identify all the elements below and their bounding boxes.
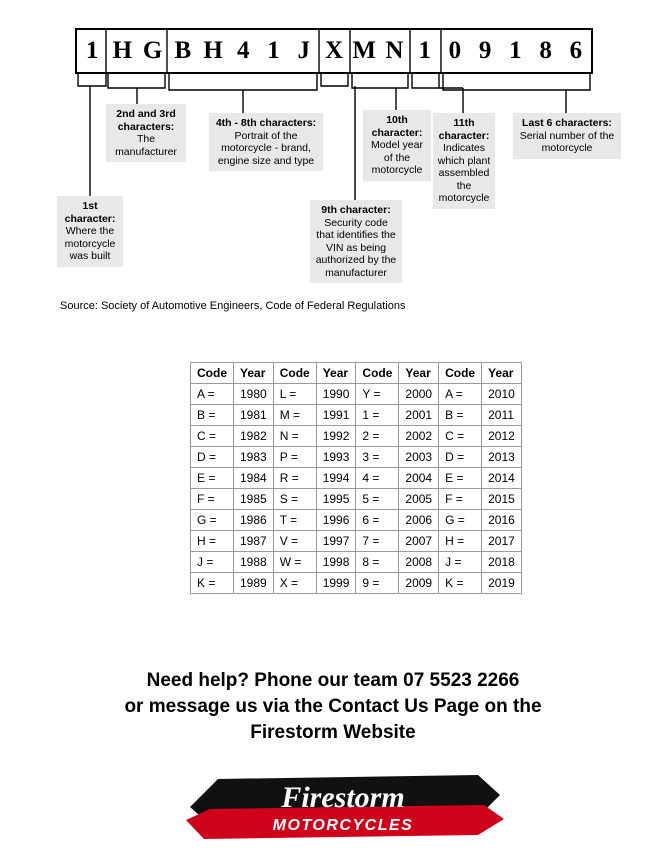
help-line-3: Firestorm Website bbox=[250, 722, 416, 743]
callout-11th-character bbox=[433, 113, 495, 209]
table-cell: 1993 bbox=[316, 447, 356, 468]
table-cell: H = bbox=[191, 531, 234, 552]
table-cell: 2003 bbox=[399, 447, 439, 468]
table-cell: 2011 bbox=[482, 405, 522, 426]
vin-number-strip bbox=[75, 28, 593, 74]
table-cell: K = bbox=[439, 573, 482, 594]
table-row bbox=[191, 552, 522, 573]
table-header-row bbox=[191, 363, 522, 384]
table-cell: B = bbox=[191, 405, 234, 426]
callout-last-6-characters bbox=[513, 113, 621, 159]
table-row bbox=[191, 510, 522, 531]
table-cell: C = bbox=[191, 426, 234, 447]
table-cell: D = bbox=[439, 447, 482, 468]
table-row bbox=[191, 405, 522, 426]
table-cell: 2014 bbox=[482, 468, 522, 489]
table-cell: Y = bbox=[356, 384, 399, 405]
table-cell: M = bbox=[273, 405, 316, 426]
table-cell: 1986 bbox=[234, 510, 274, 531]
table-cell: V = bbox=[273, 531, 316, 552]
callout-text: Model year of the motorcycle bbox=[371, 139, 423, 176]
table-cell: 1982 bbox=[234, 426, 274, 447]
callout-title: 10th character: bbox=[371, 114, 423, 139]
table-cell: T = bbox=[273, 510, 316, 531]
table-cell: A = bbox=[191, 384, 234, 405]
table-cell: 2005 bbox=[399, 489, 439, 510]
callout-title: 1st character: bbox=[64, 200, 116, 225]
column-header: Code bbox=[439, 363, 482, 384]
table-cell: F = bbox=[439, 489, 482, 510]
vin-char: 0 bbox=[448, 37, 462, 64]
source-citation: Source: Society of Automotive Engineers, Code of Federal Regulations bbox=[60, 300, 406, 312]
table-cell: 5 = bbox=[356, 489, 399, 510]
table-cell: 6 = bbox=[356, 510, 399, 531]
vin-char: N bbox=[385, 37, 404, 64]
table-cell: 2018 bbox=[482, 552, 522, 573]
table-cell: 2007 bbox=[399, 531, 439, 552]
callout-title: 4th - 8th characters: bbox=[215, 117, 317, 129]
table-cell: 1987 bbox=[234, 531, 274, 552]
vin-char: 4 bbox=[237, 37, 250, 64]
table-cell: 2016 bbox=[482, 510, 522, 531]
table-cell: 2013 bbox=[482, 447, 522, 468]
table-cell: 1985 bbox=[234, 489, 274, 510]
table-cell: 2004 bbox=[399, 468, 439, 489]
table-cell: 2019 bbox=[482, 573, 522, 594]
vin-char: 1 bbox=[418, 37, 431, 64]
year-code-table bbox=[190, 362, 522, 594]
logo-brand-text: Firestorm bbox=[281, 781, 405, 814]
table-cell: N = bbox=[273, 426, 316, 447]
vin-char: 9 bbox=[478, 37, 492, 64]
table-cell: 1983 bbox=[234, 447, 274, 468]
callout-title: 2nd and 3rd characters: bbox=[116, 108, 176, 133]
table-cell: P = bbox=[273, 447, 316, 468]
table-row bbox=[191, 468, 522, 489]
table-cell: W = bbox=[273, 552, 316, 573]
help-message bbox=[0, 668, 666, 746]
table-cell: 1996 bbox=[316, 510, 356, 531]
column-header: Year bbox=[316, 363, 356, 384]
callout-text: Where the motorcycle was built bbox=[64, 225, 116, 262]
table-cell: 1981 bbox=[234, 405, 274, 426]
table-cell: D = bbox=[191, 447, 234, 468]
table-cell: 1991 bbox=[316, 405, 356, 426]
table-cell: B = bbox=[439, 405, 482, 426]
table-cell: E = bbox=[439, 468, 482, 489]
table-cell: 1990 bbox=[316, 384, 356, 405]
logo-subtitle-text: MOTORCYCLES bbox=[272, 817, 414, 834]
table-cell: 7 = bbox=[356, 531, 399, 552]
table-row bbox=[191, 573, 522, 594]
table-cell: 2001 bbox=[399, 405, 439, 426]
table-cell: C = bbox=[439, 426, 482, 447]
callout-text: Portrait of the motorcycle - brand, engine size and type bbox=[217, 129, 315, 167]
table-cell: 2000 bbox=[399, 384, 439, 405]
callout-text: Indicates which plant assembled the motorcycle bbox=[437, 142, 491, 204]
vin-char: 8 bbox=[539, 37, 552, 64]
table-cell: 1994 bbox=[316, 468, 356, 489]
callout-4th-8th-characters bbox=[209, 113, 323, 171]
table-cell: J = bbox=[191, 552, 234, 573]
vin-char: X bbox=[324, 37, 344, 64]
table-row bbox=[191, 384, 522, 405]
callout-title: 9th character: bbox=[321, 204, 391, 216]
callout-text: Security code that identifies the VIN as being authorized by the manufacturer bbox=[315, 216, 397, 279]
table-cell: 4 = bbox=[356, 468, 399, 489]
table-cell: 1 = bbox=[356, 405, 399, 426]
help-line-1: Need help? Phone our team 07 5523 2266 bbox=[146, 670, 520, 691]
table-cell: 1989 bbox=[234, 573, 274, 594]
vin-char: M bbox=[352, 37, 377, 64]
table-cell: 1995 bbox=[316, 489, 356, 510]
vin-char: 1 bbox=[85, 37, 99, 64]
table-cell: 9 = bbox=[356, 573, 399, 594]
callout-1st-character bbox=[57, 196, 123, 267]
table-cell: E = bbox=[191, 468, 234, 489]
vin-char: H bbox=[203, 37, 223, 64]
vin-char: H bbox=[112, 37, 133, 64]
table-cell: 2015 bbox=[482, 489, 522, 510]
vin-char: B bbox=[174, 37, 192, 64]
column-header: Year bbox=[399, 363, 439, 384]
table-cell: 1999 bbox=[316, 573, 356, 594]
firestorm-motorcycles-logo bbox=[178, 765, 508, 850]
table-cell: 1988 bbox=[234, 552, 274, 573]
vin-char: 1 bbox=[509, 37, 522, 64]
table-cell: G = bbox=[439, 510, 482, 531]
table-cell: 3 = bbox=[356, 447, 399, 468]
table-cell: X = bbox=[273, 573, 316, 594]
table-cell: 2006 bbox=[399, 510, 439, 531]
table-cell: A = bbox=[439, 384, 482, 405]
table-cell: 2017 bbox=[482, 531, 522, 552]
column-header: Year bbox=[482, 363, 522, 384]
table-cell: L = bbox=[273, 384, 316, 405]
callout-2nd-3rd-characters bbox=[106, 104, 186, 162]
table-cell: G = bbox=[191, 510, 234, 531]
table-cell: 2012 bbox=[482, 426, 522, 447]
table-cell: 1984 bbox=[234, 468, 274, 489]
column-header: Code bbox=[191, 363, 234, 384]
table-row bbox=[191, 447, 522, 468]
table-cell: 1980 bbox=[234, 384, 274, 405]
callout-9th-character bbox=[310, 200, 402, 283]
table-row bbox=[191, 489, 522, 510]
table-cell: 2010 bbox=[482, 384, 522, 405]
table-row bbox=[191, 426, 522, 447]
table-cell: 2002 bbox=[399, 426, 439, 447]
help-line-2: or message us via the Contact Us Page on the bbox=[124, 696, 542, 717]
callout-title: Last 6 characters: bbox=[522, 117, 612, 129]
table-cell: J = bbox=[439, 552, 482, 573]
callout-text: Serial number of the motorcycle bbox=[519, 129, 615, 154]
vin-char: G bbox=[142, 37, 163, 64]
table-cell: S = bbox=[273, 489, 316, 510]
callout-text: The manufacturer bbox=[115, 133, 177, 158]
vin-char: 1 bbox=[267, 37, 280, 64]
callout-10th-character bbox=[363, 110, 431, 181]
column-header: Code bbox=[273, 363, 316, 384]
table-cell: F = bbox=[191, 489, 234, 510]
table-cell: R = bbox=[273, 468, 316, 489]
table-cell: H = bbox=[439, 531, 482, 552]
table-cell: 1997 bbox=[316, 531, 356, 552]
vin-char: 6 bbox=[569, 37, 583, 64]
column-header: Year bbox=[234, 363, 274, 384]
table-cell: K = bbox=[191, 573, 234, 594]
table-cell: 2009 bbox=[399, 573, 439, 594]
table-cell: 8 = bbox=[356, 552, 399, 573]
table-cell: 1998 bbox=[316, 552, 356, 573]
column-header: Code bbox=[356, 363, 399, 384]
table-cell: 2 = bbox=[356, 426, 399, 447]
table-row bbox=[191, 531, 522, 552]
table-cell: 2008 bbox=[399, 552, 439, 573]
table-cell: 1992 bbox=[316, 426, 356, 447]
callout-title: 11th character: bbox=[438, 117, 490, 142]
vin-char: J bbox=[297, 37, 310, 64]
